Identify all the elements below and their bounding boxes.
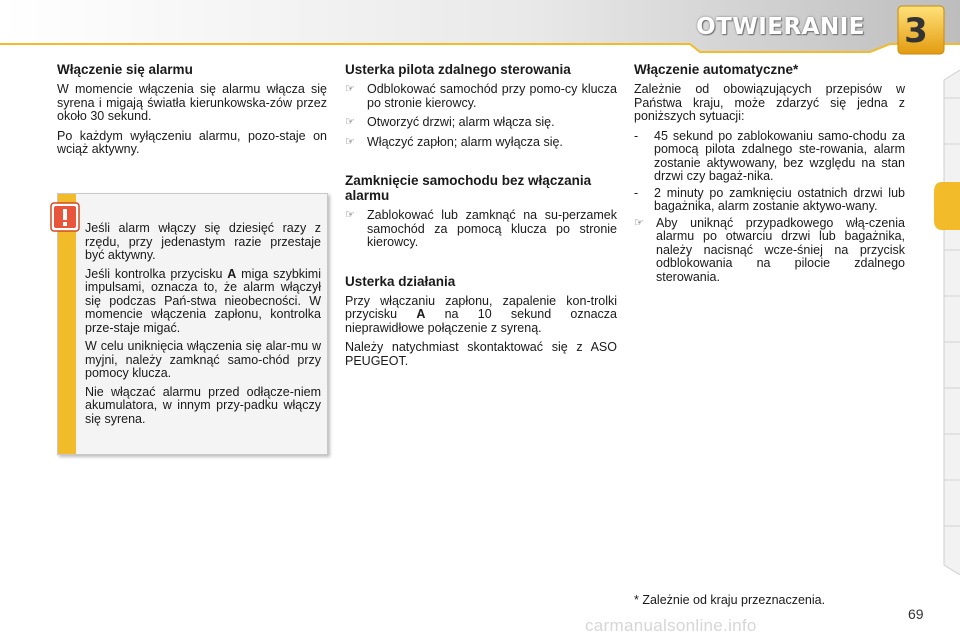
section-heading-malfunction: Usterka działania [345,273,456,289]
list-item [634,187,905,214]
list-item [634,130,905,184]
footnote: * Zależnie od kraju przeznaczenia. [634,593,826,607]
pointing-hand-icon: ☞ [345,135,355,148]
list-item [345,136,617,150]
section-heading-auto-activation: Włączenie automatyczne* [634,62,799,77]
warning-bar [58,194,76,454]
section-heading-lock-without-alarm: Zamknięcie samochodu bez włączania alarmu [345,173,592,203]
warning-text [85,222,321,431]
pointing-hand-icon: ☞ [345,83,355,95]
list-item-text: Aby uniknąć przypadkowego włą-czenia alarmu po otwarciu drzwi lub bagażnika, należy nacisnąć wcze-śniej na przycisk odblokowania na pilocie zdalnego sterowania. [656,215,905,284]
paragraph: Zależnie od obowiązujących przepisów w Państwa kraju, może zdarzyć się jedna z poniższych sytuacji: [634,82,905,123]
text-run: Przy włączaniu zapłonu, zapalenie kon-trolki przycisku [345,293,617,321]
list-item-text: Zablokować lub zamknąć na su-perzamek samochód za pomocą klucza po stronie kierowcy. [367,208,617,249]
pointing-hand-icon: ☞ [345,209,355,221]
paragraph: W momencie włączenia się alarmu włącza się syrena i migają światła kierunkowska-zów przez około 30 sekund. [57,82,327,123]
list-item-text: Włączyć zapłon; alarm wyłącza się. [367,134,563,149]
list-item [345,209,617,250]
chapter-tab-strip [930,70,960,575]
exclamation-icon [50,202,80,232]
text-run: na 10 sekund oznacza nieprawidłowe połączenie z syreną. [345,307,617,335]
column-right [634,62,905,290]
dash-marker: - [634,185,639,200]
pointing-hand-icon: ☞ [345,116,355,128]
dash-marker: - [634,128,639,143]
text-run: Jeśli kontrolka przycisku [85,266,228,281]
list-item-text: 45 sekund po zablokowaniu samo-chodu za pomocą pilota zdalnego ste-rowania, alarm zostanie aktywowany, bez względu na stan drzwi czy bagaż-nika. [654,128,905,183]
section-heading-alarm-trigger: Włączenie się alarmu [57,62,193,77]
text-run: miga szybkimi impulsami, oznacza to, że alarm włączył się podczas Pań-stwa nieobecności. W momencie włączenia zapłonu, kontrolka prze-staje migać. [85,266,321,335]
section-heading-remote-fault: Usterka pilota zdalnego sterowania [345,62,571,77]
list-item [345,116,617,130]
paragraph: W celu uniknięcia włączenia się alar-mu w myjni, należy zamknąć samo-chód przy pomocy klucza. [85,339,321,380]
paragraph [345,295,617,336]
paragraph: Po każdym wyłączeniu alarmu, pozo-staje on wciąż aktywny. [57,128,327,156]
list-item [634,217,905,285]
list-item-text: Odblokować samochód przy pomo-cy klucza po stronie kierowcy. [367,82,617,110]
warning-box [57,193,328,455]
paragraph [85,268,321,336]
column-left [57,62,327,163]
paragraph: Nie włączać alarmu przed odłącze-niem akumulatora, w innym przy-padku włączy się syrena. [85,384,321,426]
list-item-text: Otworzyć drzwi; alarm włącza się. [367,115,555,129]
paragraph: Należy natychmiast skontaktować się z ASO PEUGEOT. [345,340,617,368]
chapter-number: 3 [904,11,928,51]
paragraph: Jeśli alarm włączy się dziesięć razy z rzędu, przy jedenastym razie przestaje być aktywny. [85,221,321,262]
chapter-title: OTWIERANIE [696,14,865,40]
pointing-hand-icon: ☞ [634,216,644,229]
list-item [345,83,617,110]
button-key-label: A [416,307,426,321]
list-item-text: 2 minuty po zamknięciu ostatnich drzwi lub bagażnika, alarm zostanie aktywo-wany. [654,185,905,213]
column-middle [345,62,617,374]
watermark: carmanualsonline.info [585,616,757,635]
button-key-label: A [227,266,237,281]
page-number: 69 [908,606,924,622]
